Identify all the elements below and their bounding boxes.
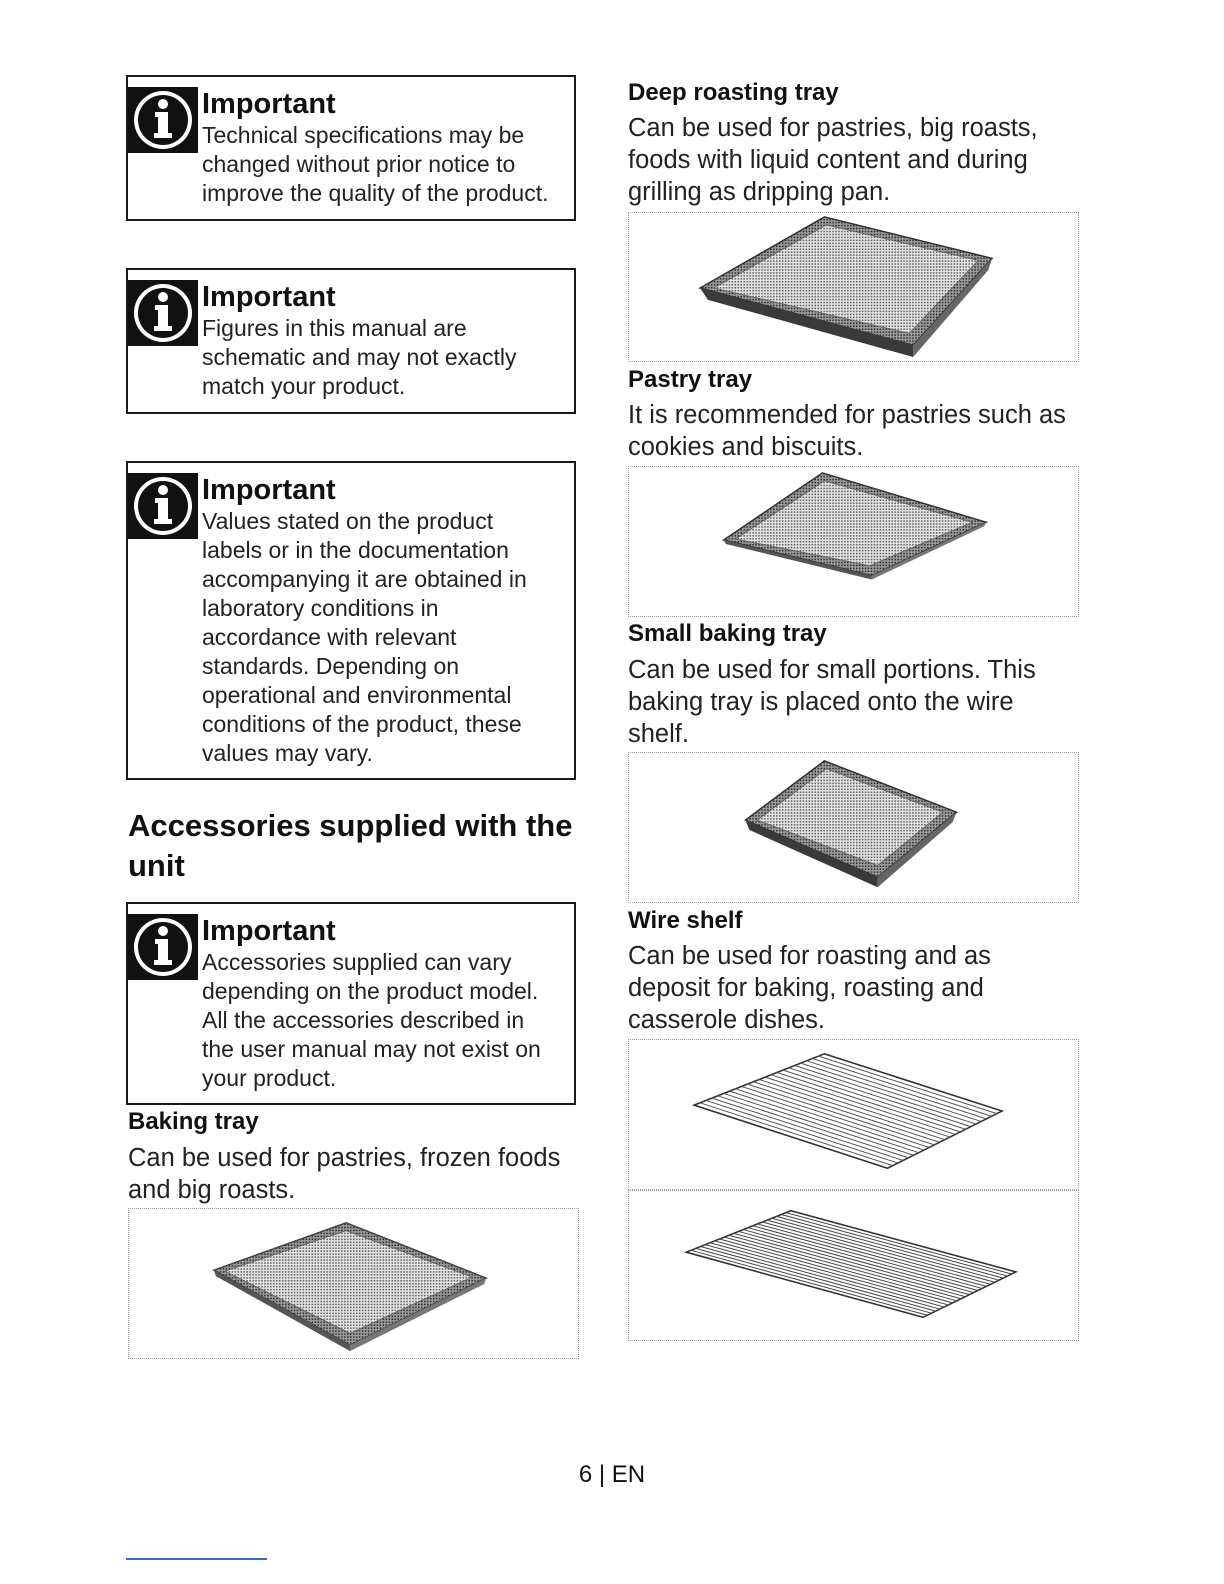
important-note-2: [126, 268, 576, 414]
shelf-wire: [801, 1063, 981, 1121]
wire-shelf-description: Can be used for roasting and as deposit for baking, roasting and casserole dishes.: [628, 942, 991, 1034]
important-note-3: [126, 461, 576, 780]
wire-shelf-image-2: [629, 1191, 1078, 1340]
pastry-tray-description: It is recommended for pastries such as cookies and biscuits.: [628, 401, 1066, 461]
page-footer: [0, 1461, 1224, 1489]
baking-tray-image: [129, 1209, 578, 1358]
section-heading: Accessories supplied with the unit: [128, 808, 573, 883]
info-icon: [128, 87, 198, 153]
small-baking-tray-image: [629, 753, 1078, 902]
shelf-wire: [783, 1070, 966, 1129]
important-note-4: [126, 902, 576, 1105]
pastry-tray-figure: [628, 466, 1079, 617]
shelf-wire: [767, 1220, 995, 1282]
deep-roasting-tray-title: Deep roasting tray: [628, 79, 839, 106]
important-note-1: [126, 75, 576, 221]
pastry-tray-image: [629, 467, 1078, 616]
note-text: Figures in this manual are schematic and may not exactly match your product.: [202, 315, 517, 399]
wire-shelf-title: Wire shelf: [628, 907, 743, 934]
note-title: Important: [202, 281, 336, 313]
note-text: Accessories supplied can vary depending on the product model. All the accessories described in the user manual may not exist on your product.: [202, 949, 541, 1091]
footer-separator: |: [598, 1461, 606, 1488]
shelf-frame: [686, 1211, 1016, 1318]
wire-shelf-figure-2: [628, 1190, 1079, 1341]
shelf-wire: [772, 1218, 999, 1280]
deep-roasting-tray-image: [629, 213, 1078, 361]
shelf-wire: [777, 1216, 1004, 1278]
info-icon: [128, 280, 198, 346]
note-text: Values stated on the product labels or in the documentation accompanying it are obtained in laboratory conditions in accordance with relevant standards. Depending on operational and environmental conditions of the product, these values may vary.: [202, 508, 527, 766]
shelf-wire: [818, 1056, 996, 1114]
shelf-wire: [786, 1213, 1012, 1274]
footer-language: EN: [611, 1461, 646, 1488]
page-number: 6: [578, 1461, 593, 1488]
info-icon: [128, 473, 198, 539]
shelf-wire: [700, 1103, 893, 1166]
small-baking-tray-title: Small baking tray: [628, 620, 827, 647]
note-title: Important: [202, 88, 336, 120]
note-title: Important: [202, 474, 336, 506]
shelf-wire: [789, 1068, 971, 1127]
small-baking-tray-figure: [628, 752, 1079, 903]
info-icon: [128, 914, 198, 980]
pastry-tray-title: Pastry tray: [628, 366, 753, 393]
wire-shelf-image-1: [629, 1040, 1078, 1189]
shelf-wire: [781, 1215, 1007, 1277]
small-baking-tray-description: Can be used for small portions. This baking tray is placed onto the wire shelf.: [628, 656, 1036, 748]
wire-shelf-figure-1: [628, 1039, 1079, 1190]
baking-tray-title: Baking tray: [128, 1108, 259, 1135]
note-text: Technical specifications may be changed without prior notice to improve the quality of the product.: [202, 122, 549, 206]
baking-tray-figure: [128, 1208, 579, 1359]
footer-rule: [126, 1558, 267, 1560]
shelf-wire: [762, 1222, 990, 1284]
note-title: Important: [202, 915, 336, 947]
shelf-wire: [777, 1072, 960, 1131]
shelf-wire: [813, 1058, 992, 1116]
deep-roasting-tray-description: Can be used for pastries, big roasts, foods with liquid content and during grilling as dripping pan.: [628, 114, 1038, 206]
shelf-wire: [807, 1061, 987, 1119]
deep-roasting-tray-figure: [628, 212, 1079, 362]
baking-tray-description: Can be used for pastries, frozen foods and big roasts.: [128, 1144, 561, 1204]
